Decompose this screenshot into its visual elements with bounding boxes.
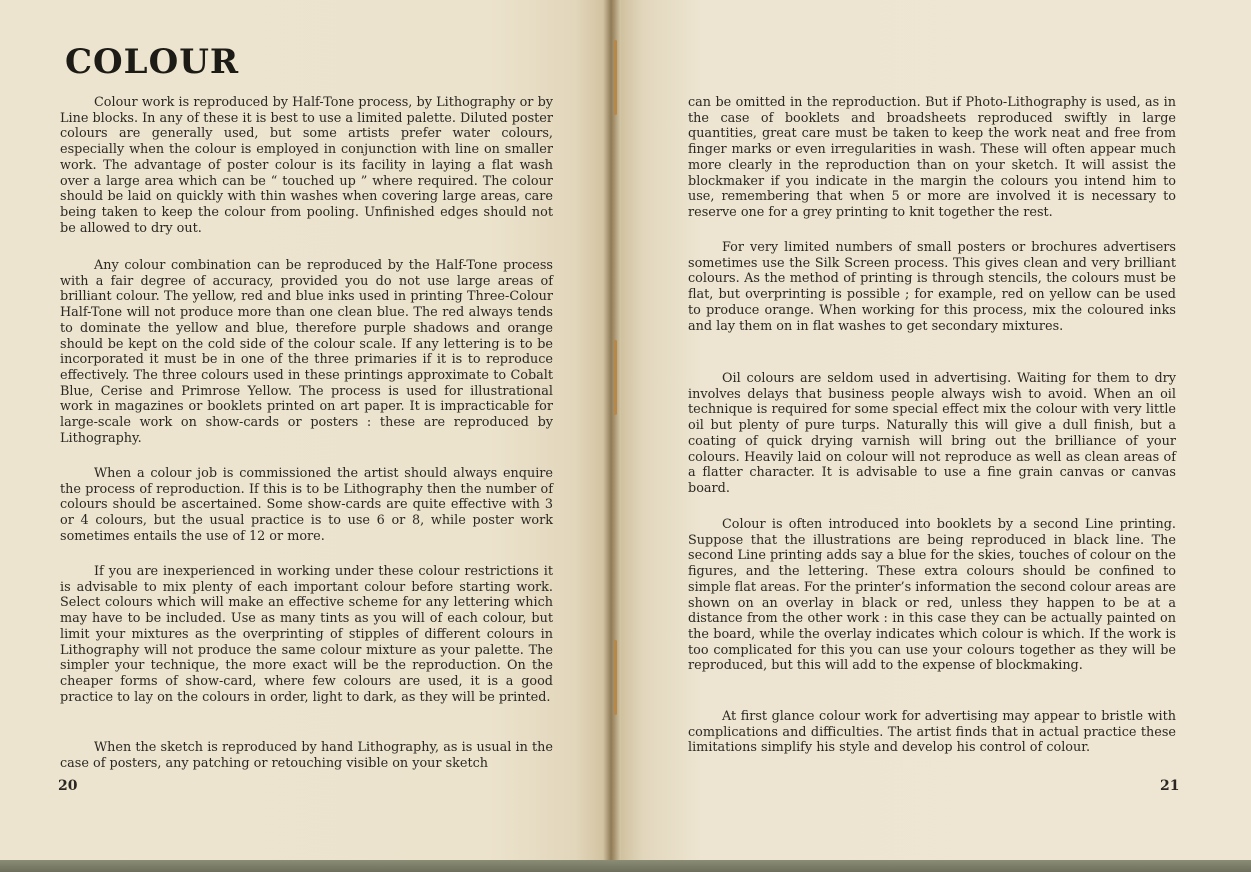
book-gutter: [603, 0, 621, 860]
page-number-right: 21: [1160, 778, 1180, 794]
left-paragraph-3-text: When a colour job is commissioned the artist should always enquire the process of reproduction. If this is to be Lithography then the number of colours should be ascertained. Some show-cards are quite effective with 3 or 4 colours, but the usual practice is to use 6 or 8, while poster work sometimes entails the use of 12 or more.: [60, 466, 553, 544]
left-paragraph-4-text: If you are inexperienced in working under these colour restrictions it is advisable to mix plenty of each important colour before starting work. Select colours which will make an effective scheme for any lettering which may have to be included. Use as many tints as you will of each colour, but limit your mixtures as the overprinting of stipples of different colours in Lithography will not produce the same colour mixture as your palette. The simpler your technique, the more exact will be the reproduction. On the cheaper forms of show-card, where few colours are used, it is a good practice to lay on the colours in order, light to dark, as they will be printed.: [60, 564, 553, 705]
binding-stitch: [614, 640, 617, 715]
left-paragraph-2: [60, 258, 553, 446]
left-paragraph-2-text: Any colour combination can be reproduced by the Half-Tone process with a fair degree of accuracy, provided you do not use large areas of brilliant colour. The yellow, red and blue inks used in printing Three-Colour Half-Tone will not produce more than one clean blue. The red always tends to dominate the yellow and blue, therefore purple shadows and orange should be kept on the cold side of the colour scale. If any lettering is to be incorporated it must be in one of the three primaries if it is to reproduce effectively. The three colours used in these printings approximate to Cobalt Blue, Cerise and Primrose Yellow. The process is used for illustrational work in magazines or booklets printed on art paper. It is impracticable for large-scale work on show-cards or posters : these are reproduced by Lithography.: [60, 258, 553, 446]
right-paragraph-4: [688, 517, 1176, 674]
binding-stitch: [614, 40, 617, 115]
left-paragraph-4: [60, 564, 553, 705]
left-paragraph-5-text: When the sketch is reproduced by hand Lithography, as is usual in the case of posters, any patching or retouching visible on your sketch: [60, 740, 553, 771]
right-paragraph-1: [688, 95, 1176, 221]
right-paragraph-5-text: At first glance colour work for advertising may appear to bristle with complications and difficulties. The artist finds that in actual practice these limitations simplify his style and develop his control of colour.: [688, 709, 1176, 756]
left-paragraph-5: [60, 740, 553, 771]
right-paragraph-2: [688, 240, 1176, 334]
page-title: COLOUR: [65, 42, 240, 82]
right-paragraph-4-text: Colour is often introduced into booklets by a second Line printing. Suppose that the illustrations are being reproduced in black line. The second Line printing adds say a blue for the skies, touches of colour on the figures, and the lettering. These extra colours should be confined to simple flat areas. For the printer’s information the second colour areas are shown on an overlay in black or red, unless they happen to be at a distance from the other work : in this case they can be actually painted on the board, while the overlay indicates which colour is which. If the work is too complicated for this you can use your colours together as they will be reproduced, but this will add to the expense of blockmaking.: [688, 517, 1176, 674]
right-paragraph-3-text: Oil colours are seldom used in advertising. Waiting for them to dry involves delays that business people always wish to avoid. When an oil technique is required for some special effect mix the colour with very little oil but plenty of pure turps. Naturally this will give a dull finish, but a coating of quick drying varnish will bring out the brilliance of your colours. Heavily laid on colour will not reproduce as well as clean areas of a flatter character. It is advisable to use a fine grain canvas or canvas board.: [688, 371, 1176, 496]
right-page: [612, 0, 1251, 860]
right-paragraph-1-text: can be omitted in the reproduction. But if Photo-Lithography is used, as in the case of booklets and broadsheets reproduced swiftly in large quantities, great care must be taken to keep the work neat and free from finger marks or even irregularities in wash. These will often appear much more clearly in the reproduction than on your sketch. It will assist the blockmaker if you indicate in the margin the colours you intend him to use, remembering that when 5 or more are involved it is necessary to reserve one for a grey printing to knit together the rest.: [688, 95, 1176, 220]
left-paragraph-1: [60, 95, 553, 236]
book-bottom-edge: [0, 858, 1251, 872]
page-number-left: 20: [58, 778, 78, 794]
left-paragraph-1-text: Colour work is reproduced by Half-Tone process, by Lithography or by Line blocks. In any of these it is best to use a limited palette. Diluted poster colours are generally used, but some artists prefer water colours, especially when the colour is employed in conjunction with line on smaller work. The advantage of poster colour is its facility in laying a flat wash over a large area which can be “ touched up ” where required. The colour should be laid on quickly with thin washes when covering large areas, care being taken to keep the colour from pooling. Unfinished edges should not be allowed to dry out.: [60, 95, 553, 236]
left-paragraph-3: [60, 466, 553, 545]
left-page: [0, 0, 612, 860]
right-paragraph-3: [688, 371, 1176, 497]
right-paragraph-5: [688, 709, 1176, 756]
binding-stitch: [614, 340, 617, 415]
right-paragraph-2-text: For very limited numbers of small posters or brochures advertisers sometimes use the Silk Screen process. This gives clean and very brilliant colours. As the method of printing is through stencils, the colours must be flat, but overprinting is possible ; for example, red on yellow can be used to produce orange. When working for this process, mix the coloured inks and lay them on in flat washes to get secondary mixtures.: [688, 240, 1176, 334]
